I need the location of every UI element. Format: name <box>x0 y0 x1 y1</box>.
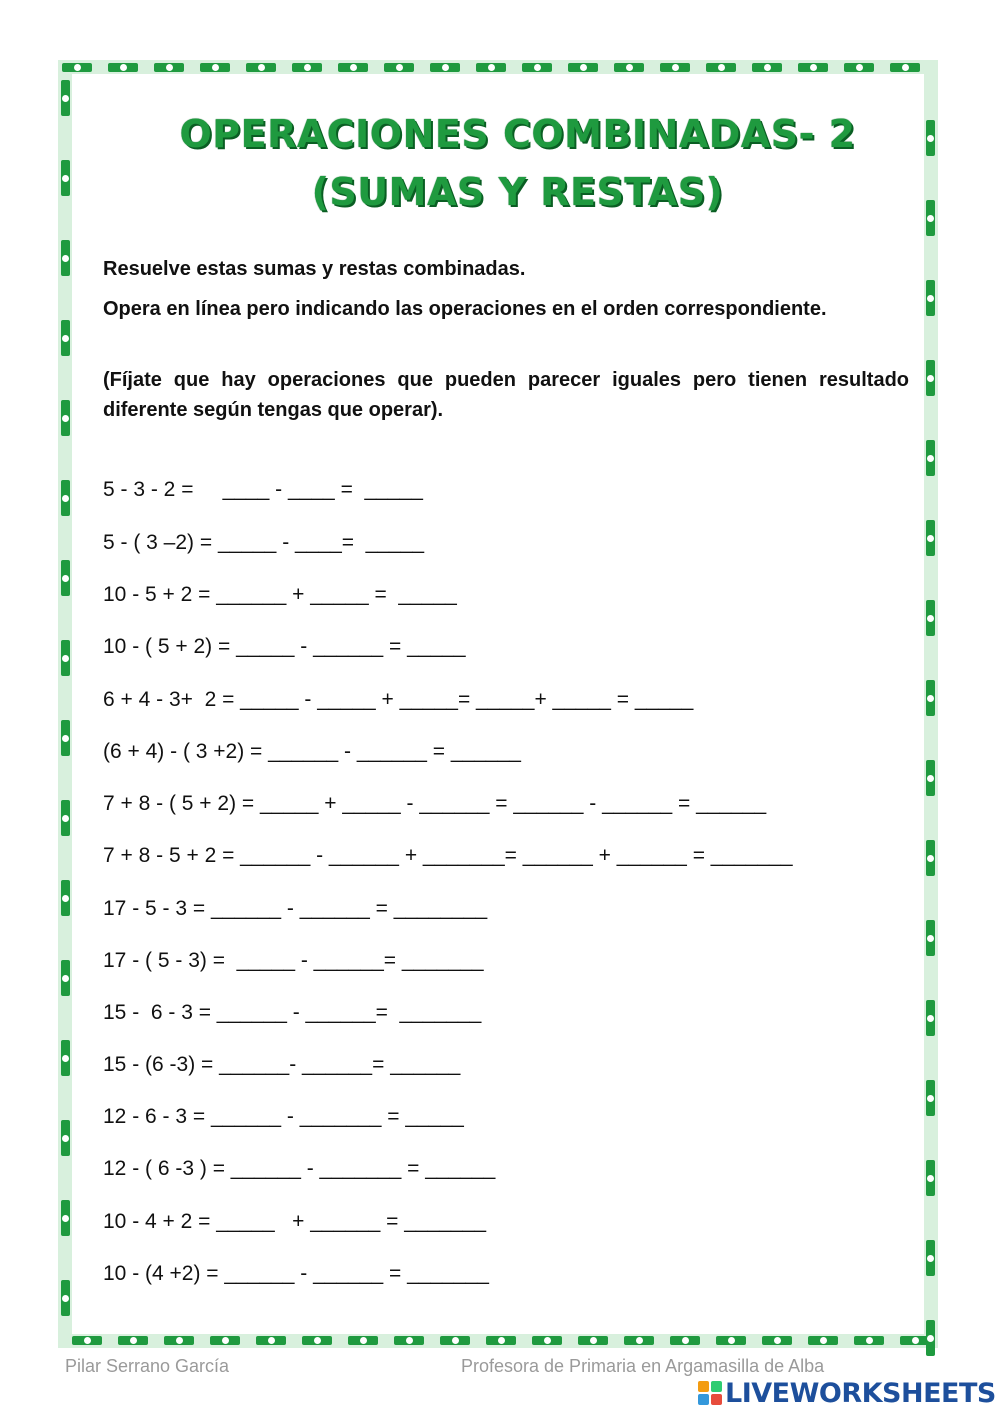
border-dot <box>62 575 69 582</box>
border-dot <box>452 1337 459 1344</box>
border-dot <box>626 64 633 71</box>
border-dot <box>62 655 69 662</box>
border-dot <box>927 775 934 782</box>
instruction-2: Opera en línea pero indicando las operaciones en el orden correspondiente. <box>103 298 827 320</box>
liveworksheets-logo[interactable] <box>698 1378 996 1408</box>
border-dot <box>927 1335 934 1342</box>
border-dot <box>718 64 725 71</box>
border-dot <box>544 1337 551 1344</box>
exercise-line[interactable]: 7 + 8 - 5 + 2 = ______ - ______ + _______= ______ + ______ = _______ <box>103 844 793 867</box>
footer-role: Profesora de Primaria en Argamasilla de Alba <box>461 1356 825 1376</box>
border-dot <box>856 64 863 71</box>
border-dot <box>130 1337 137 1344</box>
border-dot <box>62 175 69 182</box>
instruction-1: Resuelve estas sumas y restas combinadas. <box>103 258 526 280</box>
border-dot <box>222 1337 229 1344</box>
border-dot <box>62 1215 69 1222</box>
exercise-line[interactable]: 10 - 4 + 2 = _____ + ______ = _______ <box>103 1210 487 1233</box>
border-dot <box>927 1175 934 1182</box>
border-dot <box>268 1337 275 1344</box>
border-dot <box>927 1255 934 1262</box>
border-dot <box>350 64 357 71</box>
exercise-line[interactable]: 10 - (4 +2) = ______ - ______ = _______ <box>103 1262 489 1285</box>
border-dot <box>84 1337 91 1344</box>
exercise-line[interactable]: 17 - 5 - 3 = ______ - ______ = ________ <box>103 897 488 920</box>
border-dot <box>927 455 934 462</box>
liveworksheets-logo-icon <box>698 1381 722 1405</box>
border-dot <box>488 64 495 71</box>
border-dot <box>672 64 679 71</box>
exercise-line[interactable]: (6 + 4) - ( 3 +2) = ______ - ______ = ______ <box>103 740 521 763</box>
border-dot <box>682 1337 689 1344</box>
border-dot <box>176 1337 183 1344</box>
border-dot <box>927 535 934 542</box>
border-dot <box>62 1055 69 1062</box>
border-dot <box>360 1337 367 1344</box>
border-dot <box>498 1337 505 1344</box>
exercise-line[interactable]: 12 - ( 6 -3 ) = ______ - _______ = ______ <box>103 1157 496 1180</box>
border-dot <box>580 64 587 71</box>
border-dot <box>590 1337 597 1344</box>
liveworksheets-logo-text: LIVEWORKSHEETS <box>725 1377 996 1409</box>
border-dot <box>62 415 69 422</box>
border-dot <box>927 695 934 702</box>
border-dot <box>166 64 173 71</box>
border-dot <box>866 1337 873 1344</box>
border-dot <box>62 495 69 502</box>
border-dot <box>406 1337 413 1344</box>
exercise-line[interactable]: 17 - ( 5 - 3) = _____ - ______= _______ <box>103 949 484 972</box>
border-dot <box>62 1135 69 1142</box>
page-title-line-1: OPERACIONES COMBINADAS- 2 <box>179 112 856 156</box>
border-dot <box>62 1295 69 1302</box>
border-dot <box>74 64 81 71</box>
border-dot <box>820 1337 827 1344</box>
border-dot <box>927 935 934 942</box>
exercise-line[interactable]: 12 - 6 - 3 = ______ - _______ = _____ <box>103 1105 464 1128</box>
border-dot <box>258 64 265 71</box>
border-dot <box>728 1337 735 1344</box>
border-dot <box>636 1337 643 1344</box>
border-dot <box>396 64 403 71</box>
border-dot <box>927 1015 934 1022</box>
exercise-line[interactable]: 7 + 8 - ( 5 + 2) = _____ + _____ - ______ = ______ - ______ = ______ <box>103 792 767 815</box>
border-dot <box>120 64 127 71</box>
border-dot <box>534 64 541 71</box>
border-dot <box>927 615 934 622</box>
exercise-line[interactable]: 10 - ( 5 + 2) = _____ - ______ = _____ <box>103 635 466 658</box>
page-title-line-2: (SUMAS Y RESTAS) <box>311 170 724 214</box>
exercise-line[interactable]: 5 - 3 - 2 = ____ - ____ = _____ <box>103 478 423 501</box>
border-dot <box>810 64 817 71</box>
border-dot <box>927 375 934 382</box>
border-dot <box>764 64 771 71</box>
exercise-line[interactable]: 10 - 5 + 2 = ______ + _____ = _____ <box>103 583 457 606</box>
border-dot <box>62 95 69 102</box>
border-dot <box>442 64 449 71</box>
instruction-3: (Fíjate que hay operaciones que pueden parecer iguales pero tienen resultado diferente según tengas que operar). <box>103 369 909 421</box>
border-dot <box>62 895 69 902</box>
border-dot <box>62 735 69 742</box>
border-dot <box>62 975 69 982</box>
border-dot <box>62 815 69 822</box>
exercise-line[interactable]: 6 + 4 - 3+ 2 = _____ - _____ + _____= _____+ _____ = _____ <box>103 688 694 711</box>
border-dot <box>314 1337 321 1344</box>
border-dot <box>62 335 69 342</box>
exercise-line[interactable]: 15 - 6 - 3 = ______ - ______= _______ <box>103 1001 482 1024</box>
border-dot <box>927 295 934 302</box>
border-dot <box>902 64 909 71</box>
border-dot <box>927 855 934 862</box>
footer-author: Pilar Serrano García <box>65 1356 230 1376</box>
border-dot <box>912 1337 919 1344</box>
border-dot <box>304 64 311 71</box>
border-dot <box>62 255 69 262</box>
border-dot <box>927 215 934 222</box>
exercise-line[interactable]: 5 - ( 3 –2) = _____ - ____= _____ <box>103 531 425 554</box>
exercise-line[interactable]: 15 - (6 -3) = ______- ______= ______ <box>103 1053 461 1076</box>
border-dot <box>212 64 219 71</box>
border-dot <box>774 1337 781 1344</box>
border-dot <box>927 1095 934 1102</box>
